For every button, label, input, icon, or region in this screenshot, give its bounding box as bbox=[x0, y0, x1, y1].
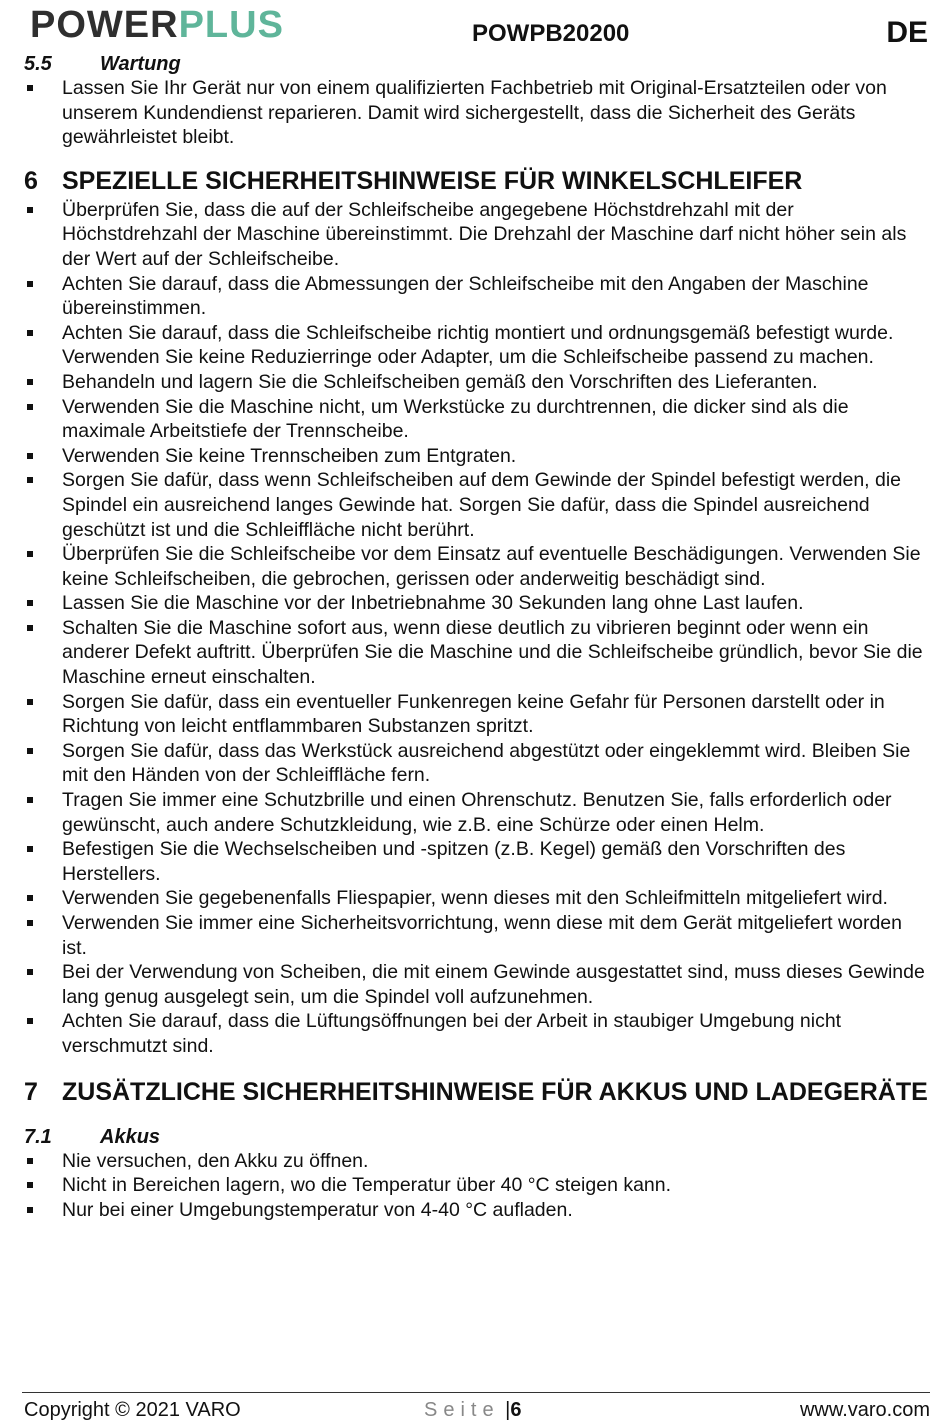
list-item: Lassen Sie die Maschine vor der Inbetriebnahme 30 Sekunden lang ohne Last laufen. bbox=[24, 591, 930, 616]
seite-label: Seite bbox=[424, 1399, 500, 1421]
list-item: Verwenden Sie gegebenenfalls Fliespapier, wenn dieses mit den Schleifmitteln mitgeliefert wird. bbox=[24, 886, 930, 911]
page-footer bbox=[22, 1392, 930, 1425]
section-number: 7 bbox=[24, 1077, 38, 1106]
logo-plus: PLUS bbox=[178, 4, 284, 46]
powerplus-logo bbox=[30, 4, 284, 46]
section-title: SPEZIELLE SICHERHEITSHINWEISE FÜR WINKELSCHLEIFER bbox=[62, 166, 803, 195]
list-item: Verwenden Sie immer eine Sicherheitsvorrichtung, wenn diese mit dem Gerät mitgeliefert worden ist. bbox=[24, 911, 930, 960]
section-number: 5.5 bbox=[24, 53, 52, 75]
list-item: Verwenden Sie keine Trennscheiben zum Entgraten. bbox=[24, 444, 930, 469]
page-number: 6 bbox=[510, 1399, 522, 1421]
page-separator: | bbox=[505, 1399, 511, 1421]
model-number: POWPB20200 bbox=[472, 20, 630, 47]
list-item: Nie versuchen, den Akku zu öffnen. bbox=[24, 1149, 930, 1174]
list-item: Achten Sie darauf, dass die Lüftungsöffnungen bei der Arbeit in staubiger Umgebung nicht verschmutzt sind. bbox=[24, 1009, 930, 1058]
section-6-heading bbox=[24, 166, 930, 196]
copyright: Copyright © 2021 VARO bbox=[24, 1399, 241, 1421]
list-item: Lassen Sie Ihr Gerät nur von einem qualifizierten Fachbetrieb mit Original-Ersatzteilen oder von unserem Kundendienst reparieren. Damit wird sichergestellt, dass die Sicherheit des Geräts gewährleistet bleibt. bbox=[24, 76, 930, 150]
list-item: Sorgen Sie dafür, dass wenn Schleifscheiben auf dem Gewinde der Spindel befestigt werden, die Spindel ein ausreichend langes Gewinde hat. Sorgen Sie dafür, dass die Spindel ausreichend geschützt ist und die Schleiffläche nicht berührt. bbox=[24, 468, 930, 542]
section-number: 7.1 bbox=[24, 1125, 52, 1148]
page-header bbox=[0, 0, 950, 52]
section-7-1-heading bbox=[24, 1125, 930, 1149]
document-body bbox=[24, 52, 930, 1222]
list-item: Überprüfen Sie die Schleifscheibe vor dem Einsatz auf eventuelle Beschädigungen. Verwenden Sie keine Schleifscheiben, die gebrochen, gerissen oder anderweitig beschädigt sind. bbox=[24, 542, 930, 591]
list-item: Achten Sie darauf, dass die Abmessungen der Schleifscheibe mit den Angaben der Maschine übereinstimmen. bbox=[24, 272, 930, 321]
section-7-heading bbox=[24, 1077, 930, 1107]
list-item: Behandeln und lagern Sie die Schleifscheiben gemäß den Vorschriften des Lieferanten. bbox=[24, 370, 930, 395]
list-item: Nicht in Bereichen lagern, wo die Temperatur über 40 °C steigen kann. bbox=[24, 1173, 930, 1198]
list-item: Verwenden Sie die Maschine nicht, um Werkstücke zu durchtrennen, die dicker sind als die maximale Arbeitstiefe der Trennscheibe. bbox=[24, 395, 930, 444]
list-item: Bei der Verwendung von Scheiben, die mit einem Gewinde ausgestattet sind, muss dieses Gewinde lang genug ausgelegt sein, um die Spindel voll aufzunehmen. bbox=[24, 960, 930, 1009]
section-5-5-heading bbox=[24, 52, 930, 76]
section-number: 6 bbox=[24, 166, 38, 195]
section-title: Wartung bbox=[100, 53, 181, 75]
list-7-1 bbox=[24, 1149, 930, 1223]
language-code: DE bbox=[886, 16, 928, 49]
list-item: Tragen Sie immer eine Schutzbrille und einen Ohrenschutz. Benutzen Sie, falls erforderlich oder gewünscht, auch andere Schutzkleidung, wie z.B. eine Schürze oder einen Helm. bbox=[24, 788, 930, 837]
website-link[interactable]: www.varo.com bbox=[799, 1399, 930, 1421]
list-item: Nur bei einer Umgebungstemperatur von 4-40 °C aufladen. bbox=[24, 1198, 930, 1223]
list-item: Sorgen Sie dafür, dass ein eventueller Funkenregen keine Gefahr für Personen darstellt oder in Richtung von leicht entflammbaren Substanzen spritzt. bbox=[24, 690, 930, 739]
list-item: Befestigen Sie die Wechselscheiben und -spitzen (z.B. Kegel) gemäß den Vorschriften des Herstellers. bbox=[24, 837, 930, 886]
list-6 bbox=[24, 198, 930, 1059]
list-item: Schalten Sie die Maschine sofort aus, wenn diese deutlich zu vibrieren beginnt oder wenn ein anderer Defekt auftritt. Überprüfen Sie die Maschine und die Schleifscheibe gründlich, bevor Sie die Maschine erneut einschalten. bbox=[24, 616, 930, 690]
section-title: ZUSÄTZLICHE SICHERHEITSHINWEISE FÜR AKKUS UND LADEGERÄTE bbox=[62, 1077, 928, 1106]
list-item: Achten Sie darauf, dass die Schleifscheibe richtig montiert und ordnungsgemäß befestigt wurde. Verwenden Sie keine Reduzierringe oder Adapter, um die Schleifscheibe passend zu machen. bbox=[24, 321, 930, 370]
list-5-5 bbox=[24, 76, 930, 150]
logo-power: POWER bbox=[30, 4, 179, 46]
list-item: Sorgen Sie dafür, dass das Werkstück ausreichend abgestützt oder eingeklemmt wird. Bleiben Sie mit den Händen von der Schleiffläche fern. bbox=[24, 739, 930, 788]
section-title: Akkus bbox=[100, 1125, 161, 1148]
list-item: Überprüfen Sie, dass die auf der Schleifscheibe angegebene Höchstdrehzahl mit der Höchstdrehzahl der Maschine übereinstimmt. Die Drehzahl der Maschine darf nicht höher sein als der Wert auf der Schleifscheibe. bbox=[24, 198, 930, 272]
page-indicator bbox=[424, 1399, 521, 1422]
